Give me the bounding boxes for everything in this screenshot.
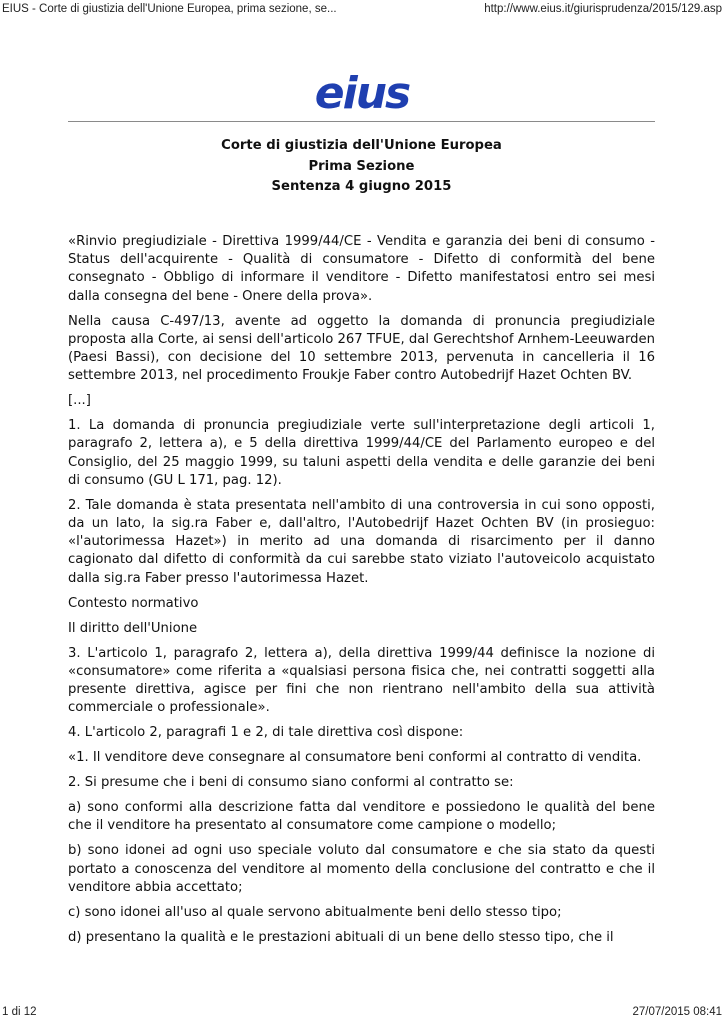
paragraph-2: 2. Tale domanda è stata presentata nell'ambito di una controversia in cui sono opposti, da un lato, la sig.ra Faber e, dall'altro, l'Autobedrijf Hazet Ochten BV (in prosieguo: «l'autorimessa Hazet») in merito ad una domanda di risarcimento per il danno cagionato dal difetto di conformità da cui sarebbe stato viziato l'autoveicolo acquistato dalla sig.ra Faber presso l'autorimessa Hazet.	[68, 497, 655, 586]
paragraph-4: 4. L'articolo 2, paragrafi 1 e 2, di tale direttiva così dispone:	[68, 725, 464, 741]
paragraph-3: 3. L'articolo 1, paragrafo 2, lettera a), della direttiva 1999/44 definisce la nozione di «consumatore» come riferita a «qualsiasi persona fisica che, nei contratti soggetti alla presente direttiva, agisce per fini che non rientrano nell'ambito della sua attività commerciale o professionale».	[68, 645, 655, 716]
quoted-item-b: b) sono idonei ad ogni uso speciale voluto dal consumatore e che sia stato da questi portato a conoscenza del venditore al momento della conclusione del contratto e che il venditore abbia accettato;	[68, 843, 655, 895]
judgment-body	[68, 233, 655, 954]
quoted-item-a: a) sono conformi alla descrizione fatta dal venditore e possiedono le qualità del bene che il venditore ha presentato al consumatore come campione o modello;	[68, 800, 655, 834]
print-header	[2, 3, 722, 17]
quoted-article-2: 2. Si presume che i beni di consumo siano conformi al contratto se:	[68, 775, 514, 791]
omission-marker: [...]	[68, 393, 91, 409]
print-datetime: 27/07/2015 08:41	[632, 1006, 722, 1018]
judgment-date: Sentenza 4 giugno 2015	[271, 179, 452, 194]
print-footer	[2, 1006, 722, 1020]
paragraph-1: 1. La domanda di pronuncia pregiudiziale verte sull'interpretazione degli articoli 1, paragrafo 2, lettera a), e 5 della direttiva 1999/44/CE del Parlamento europeo e del Consiglio, del 25 maggio 1999, su taluni aspetti della vendita e delle garanzie dei beni di consumo (GU L 171, pag. 12).	[68, 418, 655, 488]
print-page-url: http://www.eius.it/giurisprudenza/2015/129.asp	[484, 3, 722, 15]
quoted-article-1: «1. Il venditore deve consegnare al consumatore beni conformi al contratto di vendita.	[68, 750, 642, 766]
quoted-item-d: d) presentano la qualità e le prestazioni abituali di un bene dello stesso tipo, che il	[68, 929, 614, 945]
eius-logo-icon	[305, 70, 420, 116]
court-name: Corte di giustizia dell'Unione Europea	[221, 138, 502, 153]
summary-paragraph: «Rinvio pregiudiziale - Direttiva 1999/44/CE - Vendita e garanzia dei beni di consumo - Status dell'acquirente - Qualità di consumatore - Difetto di conformità del bene consegnato - Obbligo di informare il venditore - Difetto manifestatosi entro sei mesi dalla consegna del bene - Onere della prova».	[68, 234, 655, 304]
subsection-heading-eu-law: Il diritto dell'Unione	[68, 620, 198, 636]
page-number: 1 di 12	[2, 1006, 37, 1018]
judgment-heading	[68, 136, 655, 198]
section-heading-legal-context: Contesto normativo	[68, 595, 199, 611]
eius-logo	[305, 70, 420, 116]
quoted-item-c: c) sono idonei all'uso al quale servono abitualmente beni dello stesso tipo;	[68, 904, 562, 920]
case-paragraph: Nella causa C-497/13, avente ad oggetto la domanda di pronuncia pregiudiziale proposta alla Corte, ai sensi dell'articolo 267 TFUE, dal Gerechtshof Arnhem-Leeuwarden (Paesi Bassi), con decisione del 10 settembre 2013, pervenuta in cancelleria il 16 settembre 2013, nel procedimento Froukje Faber contro Autobedrijf Hazet Ochten BV.	[68, 313, 655, 384]
court-section: Prima Sezione	[308, 158, 415, 174]
header-divider	[68, 121, 655, 122]
print-page-title: EIUS - Corte di giustizia dell'Unione Europea, prima sezione, se...	[2, 3, 337, 15]
eius-logo-text: eius	[314, 70, 410, 116]
